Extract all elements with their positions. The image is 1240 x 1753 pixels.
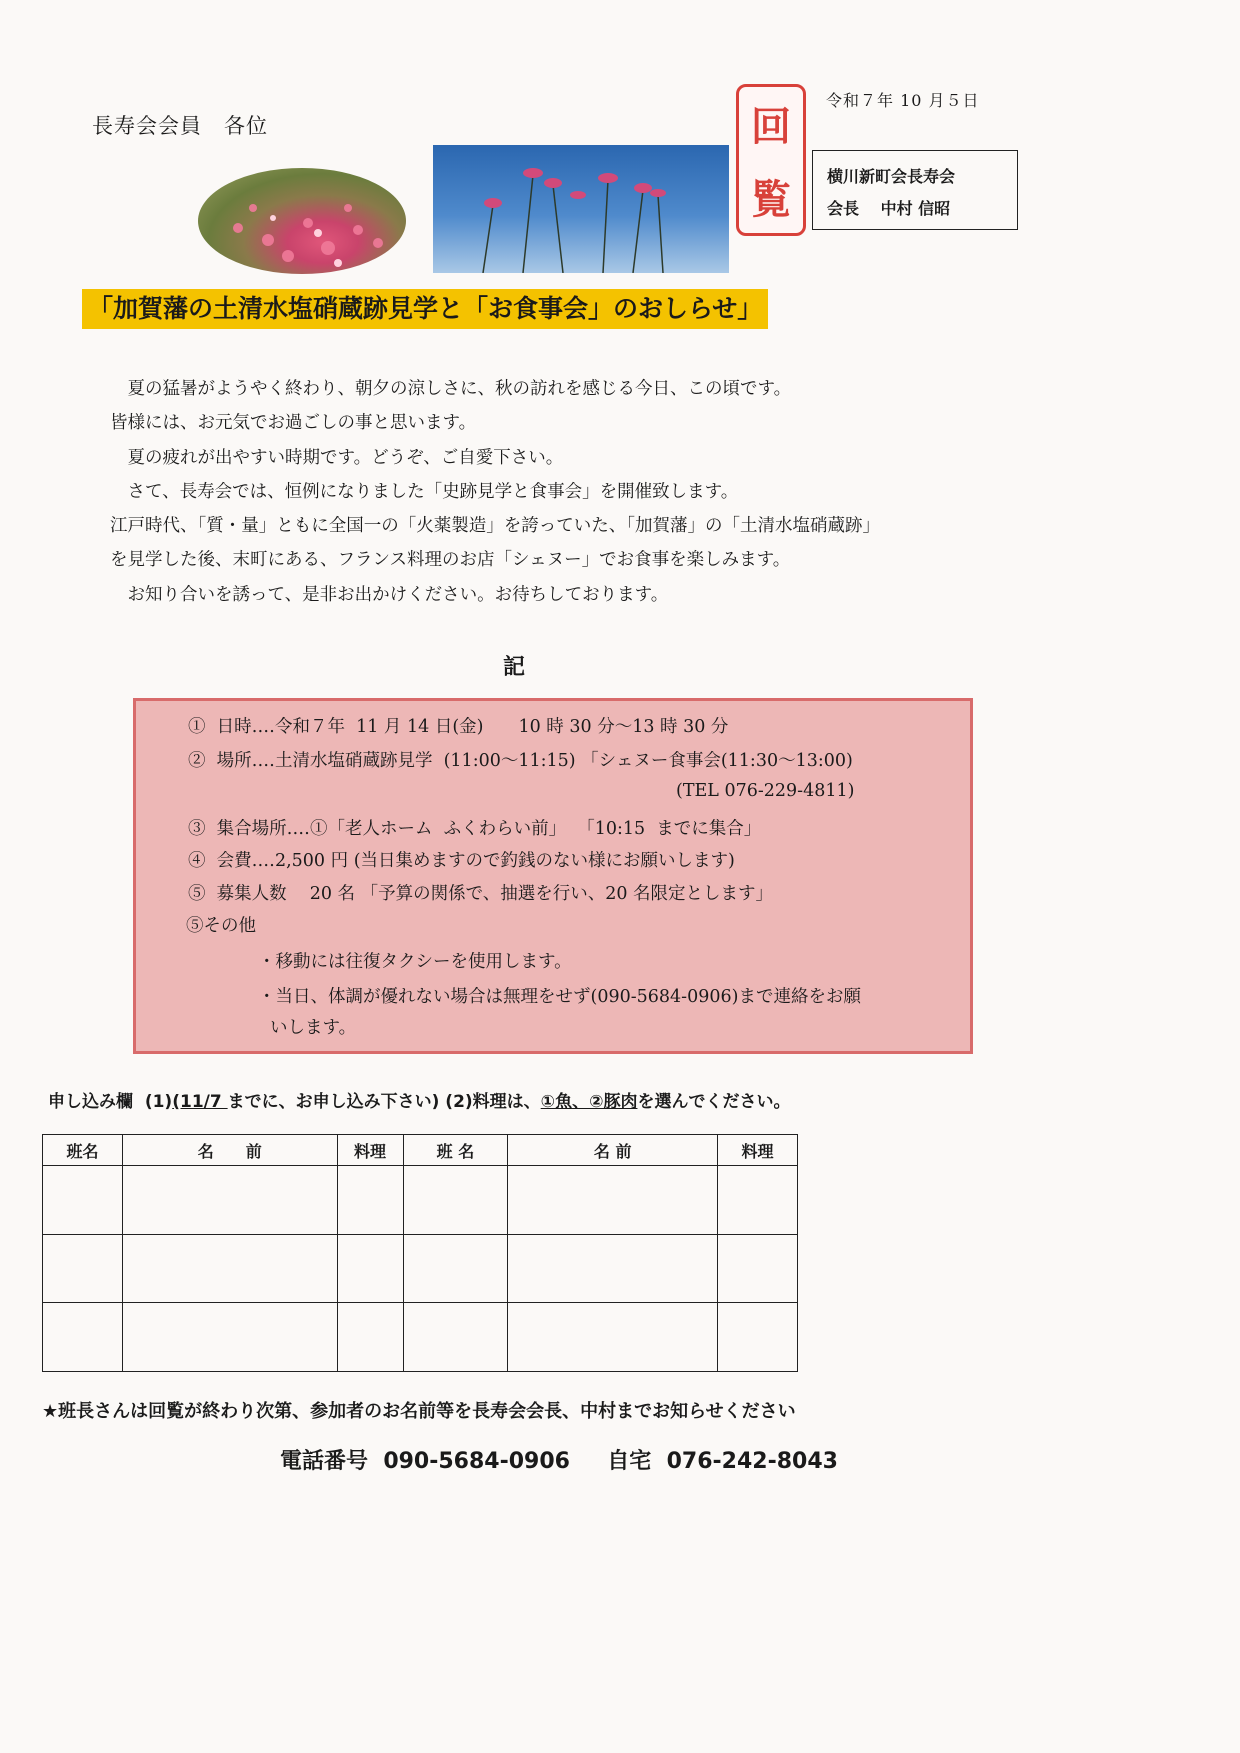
body-line: お知り合いを誘って、是非お出かけください。お待ちしております。 (110, 584, 669, 605)
detail-note-health: ・当日、体調が優れない場合は無理をせず(090-5684-0906)まで連絡をお願 (258, 987, 861, 1007)
cell-meal[interactable] (337, 1303, 403, 1372)
detail-other: ⑤その他 (186, 916, 256, 936)
detail-fee: ④ 会費‥‥2,500 円 (当日集めますので釣銭のない様にお願いします) (188, 851, 735, 871)
apply-deadline: (11/7 (172, 1092, 228, 1112)
application-instructions (48, 1087, 790, 1112)
cell-name[interactable] (508, 1166, 718, 1235)
issue-date: 令和７年 10 月５日 (826, 91, 980, 110)
table-row (43, 1303, 798, 1372)
cosmos-sky-photo (433, 145, 729, 273)
notice-body (110, 372, 880, 612)
col-meal-2: 料理 (718, 1135, 798, 1166)
detail-meeting-place: ③ 集合場所‥‥①「老人ホーム ふくわらい前」 「10:15 までに集合」 (188, 819, 762, 839)
circulation-stamp (736, 84, 806, 236)
detail-note-health-cont: いします。 (270, 1018, 357, 1038)
ki-heading: 記 (503, 654, 526, 680)
body-line: を見学した後、末町にある、フランス料理のお店「シェヌー」でお食事を楽しみます。 (110, 550, 791, 571)
cell-name[interactable] (122, 1234, 337, 1303)
cell-meal[interactable] (718, 1234, 798, 1303)
cell-meal[interactable] (718, 1166, 798, 1235)
contact-phones: 電話番号 090-5684-0906 自宅 076-242-8043 (280, 1449, 838, 1474)
cell-meal[interactable] (718, 1303, 798, 1372)
body-line: 皆様には、お元気でお過ごしの事と思います。 (110, 413, 477, 434)
cell-group-name[interactable] (43, 1166, 123, 1235)
cosmos-field-flowers (198, 168, 406, 274)
cell-name[interactable] (122, 1166, 337, 1235)
org-name: 横川新町会長寿会 (827, 167, 956, 186)
table-row (43, 1234, 798, 1303)
cell-group-name[interactable] (403, 1166, 508, 1235)
cosmos-sky-flowers (433, 145, 729, 273)
cell-group-name[interactable] (403, 1303, 508, 1372)
col-group-name-2: 班 名 (403, 1135, 508, 1166)
org-leader: 会長 中村 信昭 (827, 199, 951, 218)
event-details-box (133, 698, 973, 1054)
col-group-name: 班名 (43, 1135, 123, 1166)
cell-group-name[interactable] (43, 1303, 123, 1372)
body-line: 夏の疲れが出やすい時期です。どうぞ、ご自愛下さい。 (110, 447, 564, 468)
table-row (43, 1166, 798, 1235)
addressee: 長寿会会員 各位 (92, 114, 268, 138)
cell-group-name[interactable] (43, 1234, 123, 1303)
col-meal: 料理 (337, 1135, 403, 1166)
detail-datetime: ① 日時‥‥令和７年 11 月 14 日(金) 10 時 30 分～13 時 30 分 (188, 717, 729, 737)
table-header-row (43, 1135, 798, 1166)
detail-tel: (TEL 076-229-4811) (676, 781, 855, 801)
notice-title-banner: 「加賀藩の土清水塩硝蔵跡見学と「お食事会」のおしらせ」 (82, 289, 768, 329)
detail-capacity: ⑤ 募集人数 20 名 「予算の関係で、抽選を行い、20 名限定とします」 (188, 884, 774, 904)
stamp-char: 回 (751, 103, 791, 150)
stamp-char: 覧 (751, 176, 791, 223)
apply-meal-options: ①魚、②豚肉 (540, 1092, 638, 1112)
body-line: 江戸時代、「質・量」ともに全国一の「火薬製造」を誇っていた、「加賀藩」の「土清水塩硝蔵跡」 (110, 516, 880, 537)
footnote: ★班長さんは回覧が終わり次第、参加者のお名前等を長寿会会長、中村までお知らせください (42, 1401, 796, 1422)
body-line: 夏の猛暑がようやく終わり、朝夕の涼しさに、秋の訪れを感じる今日、この頃です。 (110, 379, 792, 399)
col-name-2: 名 前 (508, 1135, 718, 1166)
cell-name[interactable] (122, 1303, 337, 1372)
cell-name[interactable] (508, 1303, 718, 1372)
organization-box (812, 150, 1018, 230)
cell-name[interactable] (508, 1234, 718, 1303)
registration-table (42, 1134, 798, 1372)
cell-meal[interactable] (337, 1234, 403, 1303)
cosmos-field-photo (198, 168, 406, 274)
cell-meal[interactable] (337, 1166, 403, 1235)
apply-end: を選んでください。 (637, 1092, 791, 1112)
cell-group-name[interactable] (403, 1234, 508, 1303)
detail-note-taxi: ・移動には往復タクシーを使用します。 (258, 952, 572, 972)
detail-place: ② 場所‥‥土清水塩硝蔵跡見学 (11:00～11:15) 「シェヌー食事会(11:30～13:00) (188, 751, 853, 771)
body-line: さて、長寿会では、恒例になりました「史跡見学と食事会」を開催致します。 (110, 481, 739, 502)
col-name: 名 前 (122, 1135, 337, 1166)
apply-label: 申し込み欄 (1) (48, 1092, 173, 1112)
apply-mid: までに、お申し込み下さい) (2)料理は、 (227, 1092, 541, 1112)
